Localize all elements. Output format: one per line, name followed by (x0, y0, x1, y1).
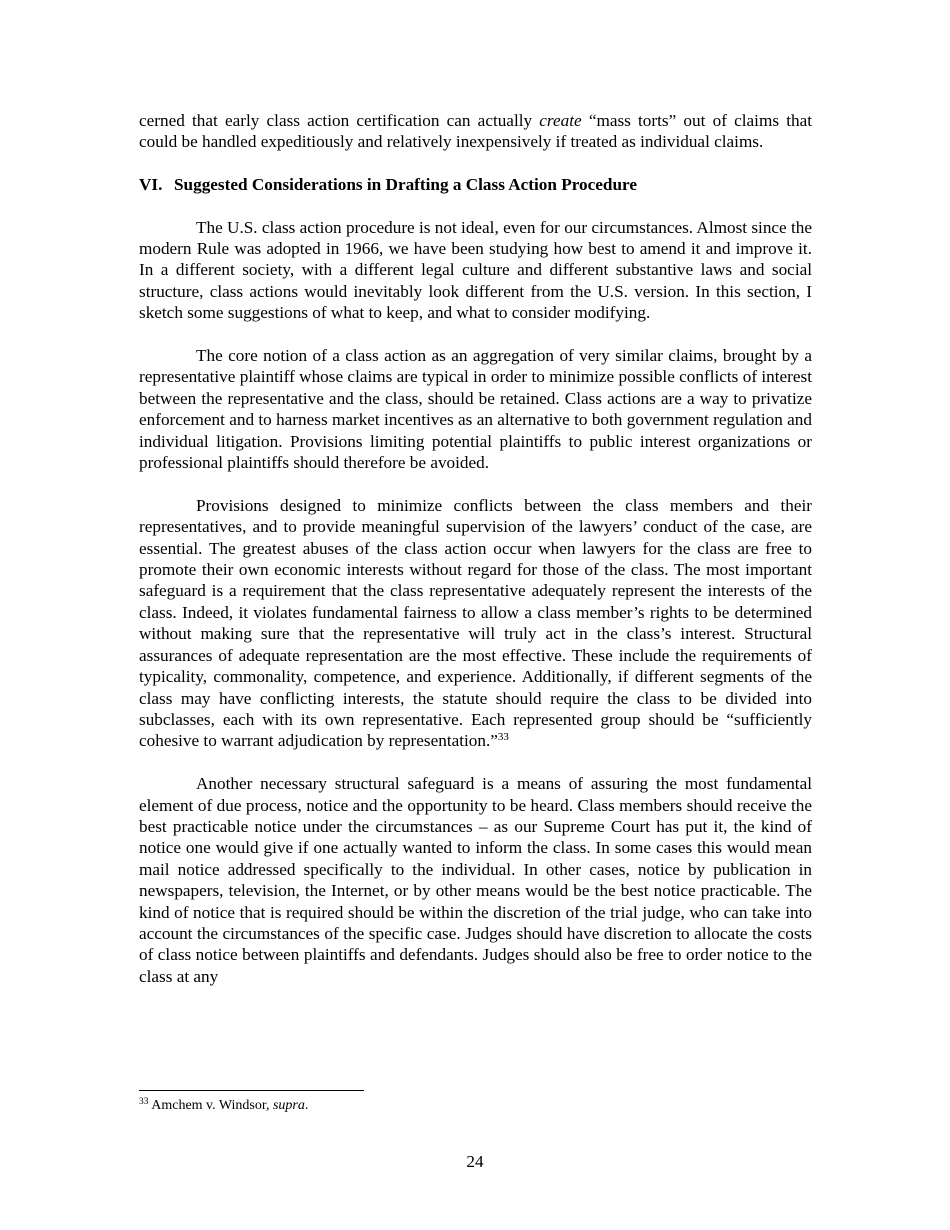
footnote-text: Amchem v. Windsor, (151, 1098, 273, 1113)
paragraph-2: The core notion of a class action as an aggregation of very similar claims, brought by a representative plaintiff whose claims are typical in order to minimize possible conflicts of interest between the representative and the class, should be retained. Class actions are a way to privatize enforcement and to harness market incentives as an alternative to both government regulation and individual litigation. Provisions limiting potential plaintiffs to public interest organizations or professional plaintiffs should therefore be avoided. (139, 346, 812, 473)
footnote-divider (139, 1090, 364, 1091)
section-number: VI. (139, 174, 163, 194)
footnote-reference-33[interactable]: 33 (497, 731, 509, 744)
footnote-emphasis: supra (272, 1098, 305, 1113)
paragraph-3 (139, 495, 812, 752)
page-body (139, 110, 812, 987)
intro-text-after: “mass torts” out of claims that could be handled expeditiously and relatively inexpensively if treated as individual claims. (139, 111, 812, 152)
footnote-33 (139, 1097, 308, 1115)
footnote-number: 33 (139, 1097, 149, 1107)
footnote-suffix: . (304, 1098, 309, 1113)
section-title: Suggested Considerations in Drafting a Class Action Procedure (174, 174, 637, 194)
paragraph-3-text: Provisions designed to minimize conflicts between the class members and their representatives, and to provide meaningful supervision of the lawyers’ conduct of the case, are essential. The greatest abuses of the class action occur when lawyers for the class are free to promote their own economic interests without regard for those of the class. The most important safeguard is a requirement that the class representative adequately represent the interests of the class. Indeed, it violates fundamental fairness to allow a class member’s rights to be determined without making sure that the representative will truly act in the class’s interest. Structural assurances of adequate representation are the most effective. These include the requirements of typicality, commonality, competence, and experience. Additionally, if different segments of the class may have conflicting interests, the statute should require the class to be divided into subclasses, each with its own representative. Each represented group should be “sufficiently cohesive to warrant adjudication by representation.” (139, 495, 812, 751)
paragraph-4: Another necessary structural safeguard is a means of assuring the most fundamental element of due process, notice and the opportunity to be heard. Class members should receive the best practicable notice under the circumstances – as our Supreme Court has put it, the kind of notice one would give if one actually wanted to inform the class. In some cases this would mean mail notice addressed specifically to the individual. In other cases, notice by publication in newspapers, television, the Internet, or by other means would be the best notice practicable. The kind of notice that is required should be within the discretion of the trial judge, who can take into account the circumstances of the specific case. Judges should have discretion to allocate the costs of class notice between plaintiffs and defendants. Judges should also be free to order notice to the class at any (139, 774, 812, 986)
intro-text-before: cerned that early class action certification can actually (139, 111, 540, 130)
section-heading (139, 174, 812, 195)
page-number: 24 (466, 1152, 484, 1171)
intro-paragraph (139, 110, 812, 153)
intro-emphasis: create (539, 111, 582, 130)
paragraph-1: The U.S. class action procedure is not ideal, even for our circumstances. Almost since the modern Rule was adopted in 1966, we have been studying how best to amend it and improve it. In a different society, with a different legal culture and different substantive laws and social structure, class actions would inevitably look different from the U.S. version. In this section, I sketch some suggestions of what to keep, and what to consider modifying. (139, 217, 812, 323)
